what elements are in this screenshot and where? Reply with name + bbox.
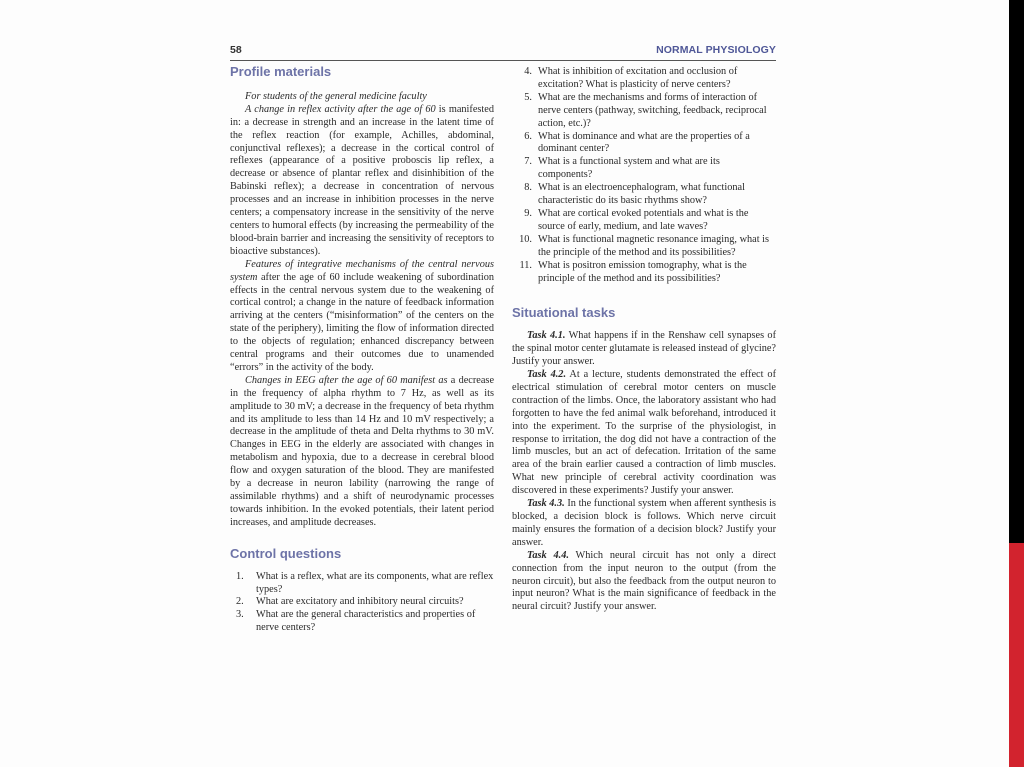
paragraph-eeg-changes bbox=[230, 375, 494, 530]
task-text: In the functional system when afferent synthesis is blocked, a decision block is follows. Which nerve circuit mainly ensures the formation of a decision block? Justify your answer. bbox=[512, 498, 777, 548]
task-label: Task 4.4. bbox=[527, 549, 569, 561]
item-text: What is a functional system and what are its components? bbox=[538, 156, 720, 181]
book-title: NORMAL PHYSIOLOGY bbox=[656, 44, 776, 56]
section-heading-profile: Profile materials bbox=[230, 64, 332, 79]
right-column bbox=[512, 66, 776, 614]
list-item bbox=[512, 131, 776, 157]
task-paragraph bbox=[512, 369, 776, 498]
item-number: 2. bbox=[236, 596, 244, 608]
paragraph-integrative-mechanisms bbox=[230, 259, 494, 375]
item-text: What are cortical evoked potentials and what is the source of early, medium, and late waves? bbox=[538, 207, 749, 232]
paragraph-body: is manifested in: a decrease in strength and an increase in the latent time of the reflex reaction (for example, Achilles, abdominal, conjunctival reflexes); a decrease in the cortical control of reflexes (appearance of a positive proboscis lip reflex, a decrease or absence of plantar reflex and disinhibition of the Babinski reflex); a decrease in concentration of nervous processes and an increase in inhibition processes in the nerve centers; a compensatory increase in the sensitivity of the nerve centers to humoral effects (by increasing the permeability of the blood-brain barrier and increasing the sensitivity of receptors to bioactive substances). bbox=[230, 103, 494, 257]
list-item bbox=[512, 66, 776, 92]
item-number: 11. bbox=[519, 259, 532, 271]
task-paragraph bbox=[512, 550, 776, 615]
task-label: Task 4.1. bbox=[527, 330, 566, 342]
item-text: What is functional magnetic resonance imaging, what is the principle of the method and its possibilities? bbox=[538, 233, 770, 258]
paragraph-reflex-activity bbox=[230, 104, 494, 259]
item-number: 8. bbox=[524, 182, 532, 194]
list-item bbox=[230, 596, 494, 609]
item-text: What is dominance and what are the properties of a dominant center? bbox=[538, 130, 750, 155]
list-item bbox=[512, 156, 776, 182]
left-column bbox=[230, 66, 494, 635]
item-number: 7. bbox=[524, 156, 532, 168]
book-page bbox=[230, 44, 776, 724]
item-number: 5. bbox=[524, 91, 532, 103]
task-paragraph bbox=[512, 498, 776, 550]
list-item bbox=[512, 92, 776, 131]
list-item bbox=[512, 260, 776, 286]
page-number: 58 bbox=[230, 44, 242, 56]
item-text: What is a reflex, what are its components, what are reflex types? bbox=[256, 570, 494, 595]
item-number: 3. bbox=[236, 609, 244, 621]
list-item bbox=[512, 234, 776, 260]
audience-line bbox=[230, 91, 494, 104]
task-label: Task 4.3. bbox=[527, 498, 565, 510]
item-text: What are the general characteristics and properties of nerve centers? bbox=[256, 609, 476, 634]
section-heading-control-questions: Control questions bbox=[230, 545, 342, 561]
item-number: 10. bbox=[519, 233, 532, 245]
item-number: 4. bbox=[524, 66, 532, 77]
paragraph-body: after the age of 60 include weakening of subordination effects in the central nervous system due to the weakening of cortical control; a change in the nature of feedback information arriving at the centers (“misinformation” of the centers on the state of the periphery), limiting the flow of information directed to the objects of regulation; enhanced discrepancy between central programs and their outcomes due to unamended “errors” in the activity of the body. bbox=[230, 271, 494, 373]
paragraph-lead: Changes in EEG after the age of 60 manifest as bbox=[245, 374, 448, 386]
item-text: What is positron emission tomography, what is the principle of the method and its possibilities? bbox=[538, 259, 747, 284]
item-number: 6. bbox=[524, 130, 532, 142]
paragraph-body: a decrease in the frequency of alpha rhythm to 7 Hz, as well as its amplitude to 30 mV; a decrease in the frequency of beta rhythm and its amplitude to less than 14 Hz and 10 mV respectively; a decrease in the amplitude of theta and Delta rhythms to 30 mV. Changes in EEG in the elderly are associated with changes in metabolism and hypoxia, due to a decrease in cerebral blood flow and oxygen saturation of the blood. They are manifested by a decrease in neuron lability (narrowing the range of assimilable rhythms) and a shift of neurodynamic processes towards inhibition. In the evoked potentials, their latent period increases, and amplitude decreases. bbox=[230, 374, 495, 528]
item-text: What is an electroencephalogram, what functional characteristic do its basic rhythms show? bbox=[538, 182, 745, 207]
paragraph-lead: Features of integrative mechanisms of the central nervous system bbox=[230, 258, 494, 283]
item-number: 9. bbox=[524, 207, 532, 219]
item-text: What is inhibition of excitation and occlusion of excitation? What is plasticity of nerve centers? bbox=[538, 66, 738, 90]
task-text: At a lecture, students demonstrated the effect of electrical stimulation of cerebral motor centers on muscle contraction of the limbs. Once, the laboratory assistant who had forgotten to have the fed animal walk beforehand, introduced it into the experiment. To the surprise of the physiologist, in response to irritation, the dog did not have a contraction of the limb muscles, but an act of defecation. Irritation of the same area of the brain earlier caused a contraction of limb muscles. What new principle of cerebral activity coordination was discovered in these experiments? Justify your answer. bbox=[512, 369, 776, 497]
task-paragraph bbox=[512, 330, 776, 369]
audience-text: For students of the general medicine faculty bbox=[245, 90, 427, 102]
decorative-bar-red bbox=[1009, 543, 1024, 767]
item-text: What are the mechanisms and forms of interaction of nerve centers (pathway, switching, feedback, reciprocal action, etc.)? bbox=[538, 91, 767, 129]
list-item bbox=[230, 571, 494, 597]
task-text: What happens if in the Renshaw cell synapses of the spinal motor center glutamate is released instead of glycine? Justify your answer. bbox=[512, 330, 776, 368]
task-text: Which neural circuit has not only a direct connection from the input neuron to the output (from the neuron circuit), but also the feedback from the output neuron to input neuron? What is the main significance of feedback in the neural circuit? Justify your answer. bbox=[512, 549, 776, 613]
decorative-bar-black bbox=[1009, 0, 1024, 543]
running-head bbox=[230, 44, 776, 61]
paragraph-lead: A change in reflex activity after the age of 60 bbox=[245, 103, 436, 115]
item-number: 1. bbox=[236, 570, 244, 582]
list-item bbox=[512, 182, 776, 208]
item-text: What are excitatory and inhibitory neural circuits? bbox=[256, 596, 464, 608]
list-item bbox=[512, 208, 776, 234]
task-label: Task 4.2. bbox=[527, 369, 567, 381]
control-questions-list-part1 bbox=[230, 571, 494, 636]
control-questions-list-part2 bbox=[512, 66, 776, 285]
section-heading-situational-tasks: Situational tasks bbox=[512, 305, 616, 321]
list-item bbox=[230, 609, 494, 635]
